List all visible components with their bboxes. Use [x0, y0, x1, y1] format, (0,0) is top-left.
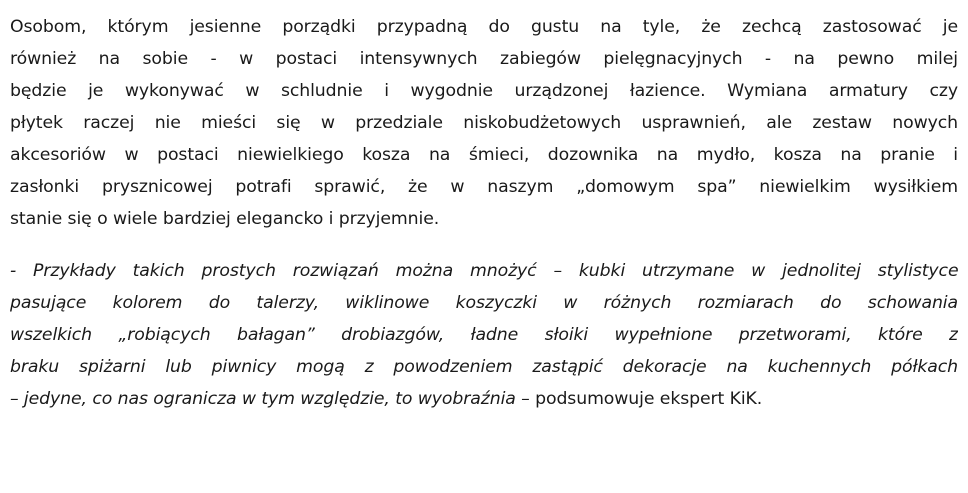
paragraph-line: zasłonki prysznicowej potrafi sprawić, że w naszym „domowym spa” niewielkim wysiłkiem	[10, 177, 958, 197]
paragraph-line: płytek raczej nie mieści się w przedziale niskobudżetowych usprawnień, ale zestaw nowych	[10, 113, 958, 133]
paragraph-line: stanie się o wiele bardziej elegancko i przyjemnie.	[10, 209, 440, 229]
document-body	[10, 0, 958, 415]
paragraph-line: będzie je wykonywać w schludnie i wygodnie urządzonej łazience. Wymiana armatury czy	[10, 81, 958, 101]
quote-end-text: – jedyne, co nas ogranicza w tym względzie, to wyobraźnia –	[10, 389, 530, 409]
paragraph-line: braku spiżarni lub piwnicy mogą z powodzeniem zastąpić dekoracje na kuchennych półkach	[10, 357, 958, 377]
paragraph-1	[10, 0, 958, 235]
paragraph-line: akcesoriów w postaci niewielkiego kosza na śmieci, dozownika na mydło, kosza na pranie i	[10, 145, 958, 165]
paragraph-line: pasujące kolorem do talerzy, wiklinowe koszyczki w różnych rozmiarach do schowania	[10, 293, 958, 313]
attribution-text: podsumowuje ekspert KiK.	[529, 389, 763, 409]
paragraph-line: również na sobie - w postaci intensywnych zabiegów pielęgnacyjnych - na pewno milej	[10, 49, 958, 69]
paragraph-line: - Przykłady takich prostych rozwiązań można mnożyć – kubki utrzymane w jednolitej stylistyce	[10, 261, 958, 281]
paragraph-2	[10, 255, 958, 415]
paragraph-closing-line	[10, 383, 958, 415]
paragraph-line: wszelkich „robiących bałagan” drobiazgów, ładne słoiki wypełnione przetworami, które z	[10, 325, 958, 345]
paragraph-line: Osobom, którym jesienne porządki przypadną do gustu na tyle, że zechcą zastosować je	[10, 17, 958, 37]
